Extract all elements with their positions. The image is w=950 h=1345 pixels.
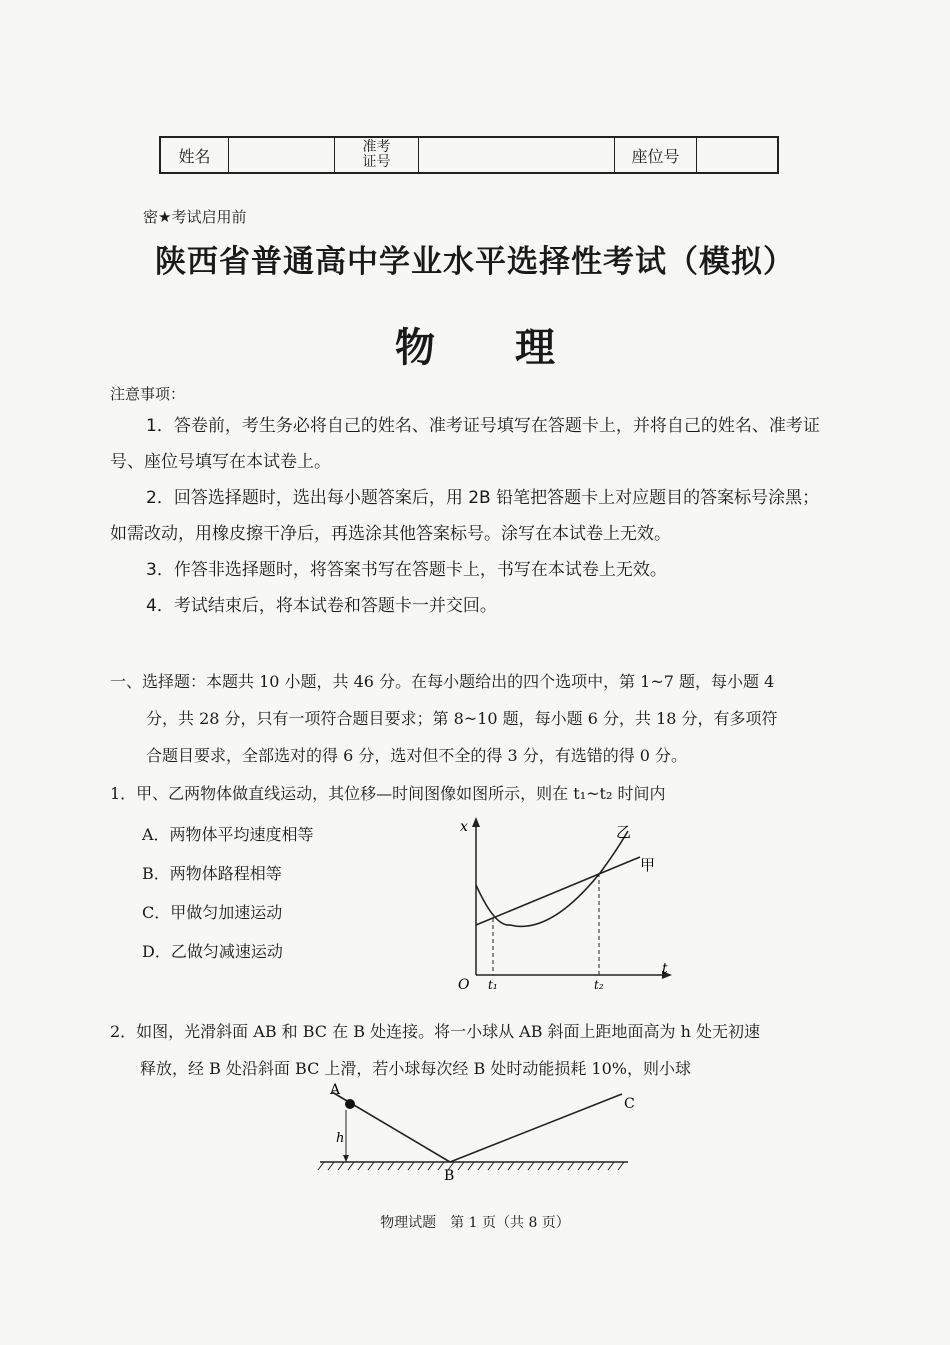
height-arrow — [343, 1155, 349, 1162]
t2-label: t₂ — [594, 978, 604, 992]
point-b-label: B — [444, 1168, 455, 1184]
section-1-line-1: 一、选择题：本题共 10 小题，共 46 分。在每小题给出的四个选项中，第 1~7 题，每小题 4 — [110, 672, 775, 691]
origin-label: O — [458, 977, 470, 993]
q1-position-time-graph — [450, 815, 680, 995]
point-a-label: A — [330, 1082, 341, 1098]
t1-label: t₁ — [488, 978, 498, 992]
curve-yi-label: 乙 — [616, 823, 632, 841]
q1-option-c[interactable]: C．甲做匀加速运动 — [142, 903, 283, 922]
line-jia-label: 甲 — [640, 856, 656, 874]
notice-item-4: 4．考试结束后，将本试卷和答题卡一并交回。 — [146, 596, 497, 616]
info-table — [159, 136, 779, 174]
curve-yi — [476, 831, 628, 926]
section-1-instructions — [110, 663, 822, 774]
point-c-label: C — [624, 1096, 635, 1112]
question-1-stem: 1．甲、乙两物体做直线运动，其位移—时间图像如图所示，则在 t₁~t₂ 时间内 — [110, 784, 666, 803]
seat-label: 座位号 — [615, 138, 697, 172]
subject-title — [0, 316, 950, 373]
q2-incline-figure — [310, 1080, 640, 1185]
question-2-line-1: 2．如图，光滑斜面 AB 和 BC 在 B 处连接。将一小球从 AB 斜面上距地面高为 h 处无初速 — [110, 1022, 761, 1041]
ticket-field[interactable] — [419, 138, 615, 172]
ball — [345, 1099, 355, 1109]
notice-item-1: 1．答卷前，考生务必将自己的姓名、准考证号填写在答题卡上，并将自己的姓名、准考证号、座位号填写在本试卷上。 — [110, 416, 820, 472]
notice-heading: 注意事项： — [110, 385, 186, 403]
exam-title: 陕西省普通高中学业水平选择性考试（模拟） — [155, 244, 795, 280]
line-jia — [476, 857, 640, 925]
ticket-label — [335, 138, 419, 172]
q1-option-a[interactable]: A．两物体平均速度相等 — [142, 825, 314, 844]
height-label: h — [336, 1131, 345, 1146]
name-field[interactable] — [229, 138, 335, 172]
notice-item-2: 2．回答选择题时，选出每小题答案后，用 2B 铅笔把答题卡上对应题目的答案标号涂黑；如需改动，用橡皮擦干净后，再选涂其他答案标号。涂写在本试卷上无效。 — [110, 488, 820, 544]
ground-hatch — [318, 1162, 624, 1170]
page-footer: 物理试题 第 1 页（共 8 页） — [380, 1215, 570, 1231]
secret-note: 密★考试启用前 — [143, 208, 247, 226]
ticket-label-line1: 准考 — [362, 139, 391, 155]
question-2-stem — [110, 1013, 822, 1087]
subject-char-2: 理 — [515, 325, 555, 371]
name-label: 姓名 — [161, 138, 229, 172]
y-axis-label: x — [460, 819, 468, 835]
incline-bc — [450, 1094, 622, 1162]
subject-char-1: 物 — [395, 325, 435, 371]
question-2-line-2: 释放，经 B 处沿斜面 BC 上滑，若小球每次经 B 处时动能损耗 10%，则小球 — [140, 1059, 691, 1078]
x-axis-label: t — [662, 961, 668, 977]
q1-option-b[interactable]: B．两物体路程相等 — [142, 864, 282, 883]
section-1-line-3: 合题目要求，全部选对的得 6 分，选对但不全的得 3 分，有选错的得 0 分。 — [146, 746, 688, 765]
y-axis-arrow — [472, 817, 480, 827]
section-1-line-2: 分，共 28 分，只有一项符合题目要求；第 8~10 题，每小题 6 分，共 18 分，有多项符 — [146, 709, 778, 728]
q1-option-d[interactable]: D．乙做匀减速运动 — [142, 942, 283, 961]
seat-field[interactable] — [697, 138, 777, 172]
ticket-label-line2: 证号 — [362, 154, 391, 170]
notice-item-3: 3．作答非选择题时，将答案书写在答题卡上，书写在本试卷上无效。 — [146, 560, 667, 580]
